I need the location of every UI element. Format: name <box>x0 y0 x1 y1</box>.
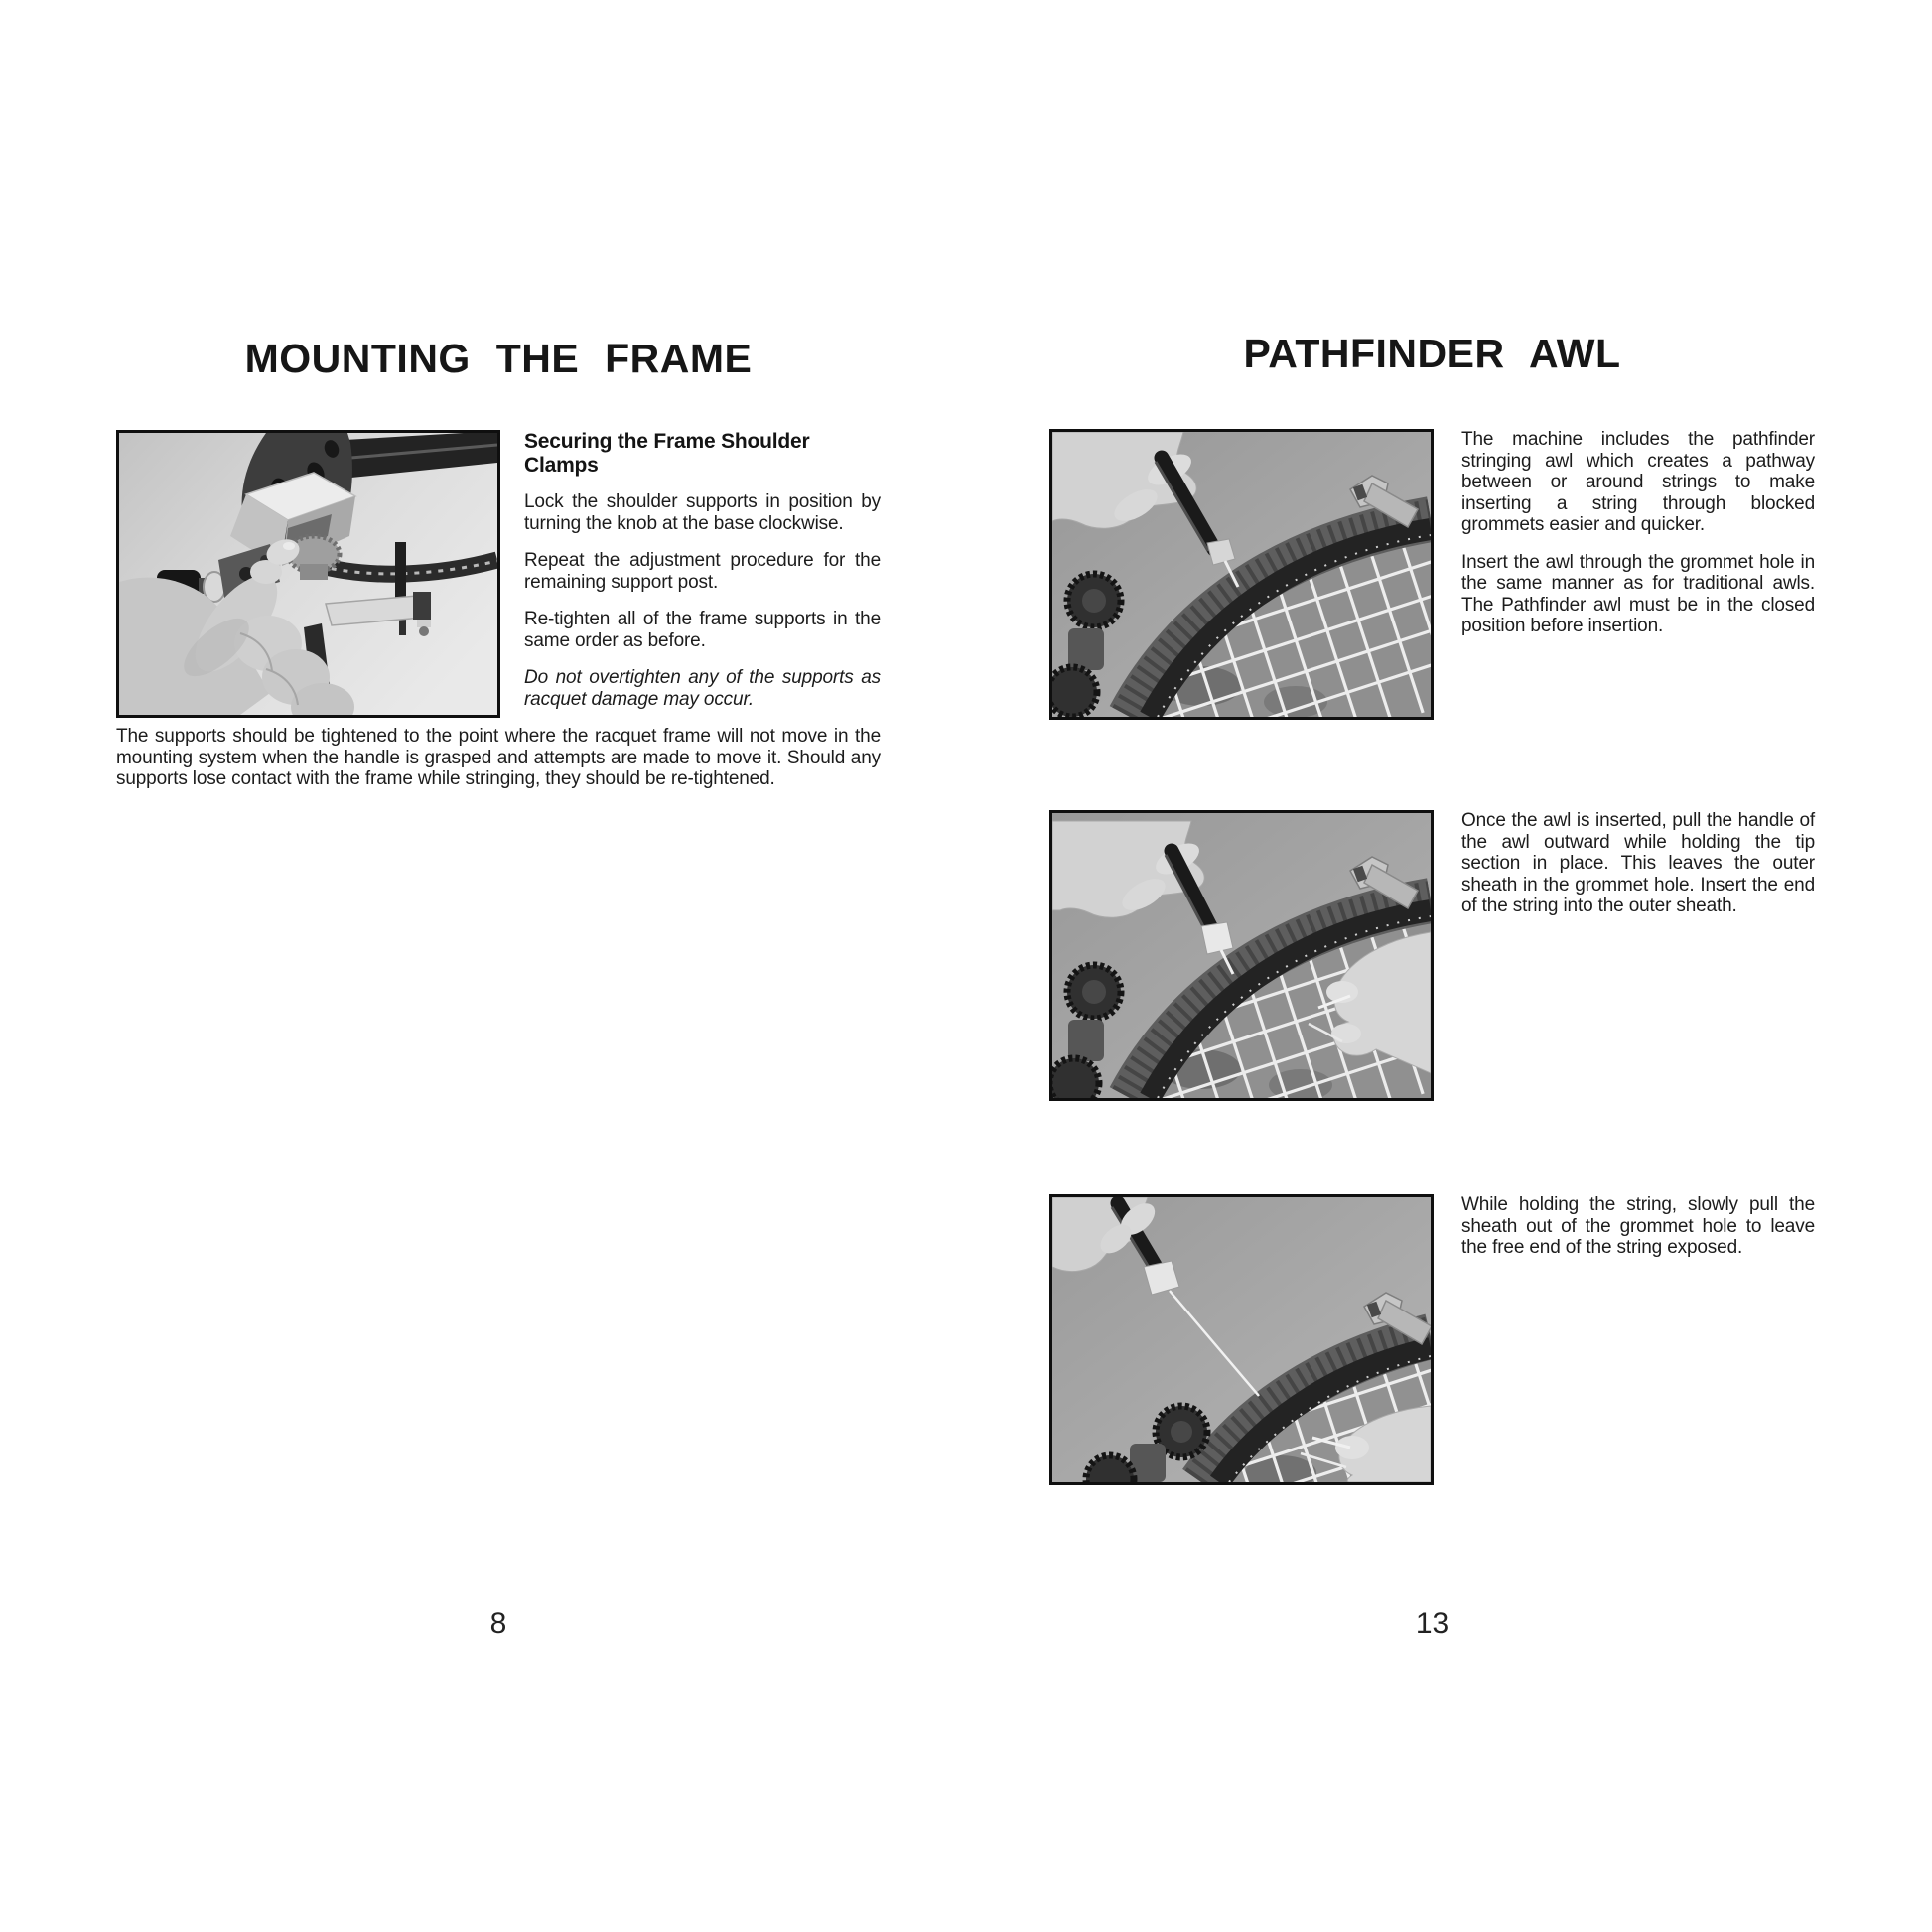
sheath-pull-photo-frame <box>1049 1194 1434 1485</box>
paragraph-wrapping: The supports should be tightened to the point where the racquet frame will not move in the mounting system when the handle is grasped and attempts are made to move it. Should any supports lose contact with the frame while stringing, they should be re-tightened. <box>116 726 881 789</box>
paragraph: While holding the string, slowly pull the sheath out of the grommet hole to leave the free end of the string exposed. <box>1461 1194 1815 1258</box>
paragraph: Lock the shoulder supports in position by turning the knob at the base clockwise. <box>524 491 881 534</box>
page-number-left: 8 <box>489 1607 507 1640</box>
paragraph-warning-italic: Do not overtighten any of the supports as racquet damage may occur. <box>524 667 881 710</box>
awl-insert-photo-frame <box>1049 429 1434 720</box>
paragraph: Re-tighten all of the frame supports in the same order as before. <box>524 609 881 651</box>
pathfinder-step-2 <box>1049 810 1815 1101</box>
shoulder-clamp-photo <box>119 433 497 715</box>
sheath-pull-photo <box>1052 1197 1431 1482</box>
left-page-title: MOUNTING THE FRAME <box>244 336 753 381</box>
step-3-text <box>1461 1194 1815 1259</box>
left-photo-frame <box>116 430 500 718</box>
left-page-section <box>116 430 881 790</box>
paragraph: Once the awl is inserted, pull the handle of the awl outward while holding the tip section in place. This leaves the outer sheath in the grommet hole. Insert the end of the string into the outer sheath. <box>1461 810 1815 916</box>
page-number-right: 13 <box>1415 1607 1449 1640</box>
section-heading: Securing the Frame Shoulder Clamps <box>524 430 810 477</box>
paragraph: Insert the awl through the grommet hole in the same manner as for traditional awls. The Pathfinder awl must be in the closed position before insertion. <box>1461 551 1815 636</box>
pathfinder-step-1 <box>1049 429 1815 720</box>
paragraph: Repeat the adjustment procedure for the remaining support post. <box>524 550 881 593</box>
pathfinder-step-3 <box>1049 1194 1815 1485</box>
step-2-text <box>1461 810 1815 917</box>
paragraph: The machine includes the pathfinder stringing awl which creates a pathway between or around strings to make inserting a string through blocked grommets easier and quicker. <box>1461 429 1815 535</box>
awl-insert-photo <box>1052 432 1431 717</box>
step-1-text <box>1461 429 1815 637</box>
awl-sheath-photo-frame <box>1049 810 1434 1101</box>
right-page-title: PATHFINDER AWL <box>1243 331 1621 376</box>
awl-sheath-photo <box>1052 813 1431 1098</box>
